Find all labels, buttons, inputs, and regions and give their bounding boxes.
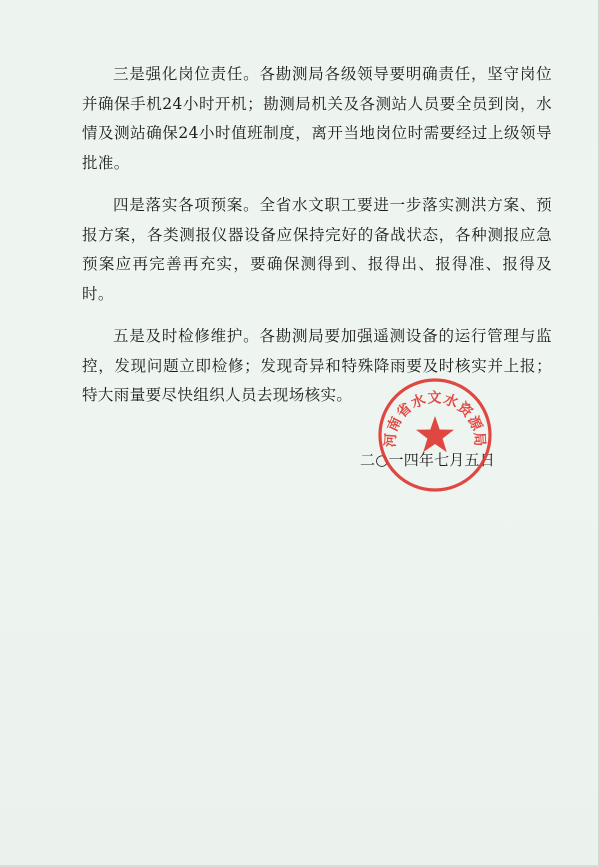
document-body bbox=[82, 60, 552, 424]
seal-graphic bbox=[376, 376, 494, 494]
official-seal bbox=[376, 376, 494, 494]
paragraph-maintenance: 五是及时检修维护。各勘测局要加强遥测设备的运行管理与监控，发现问题立即检修；发现奇异和特殊降雨要及时核实并上报；特大雨量要尽快组织人员去现场核实。 bbox=[82, 327, 552, 404]
star-icon bbox=[416, 416, 454, 452]
paragraph-contingency-plans: 四是落实各项预案。全省水文职工要进一步落实测洪方案、预报方案，各类测报仪器设备应保持完好的备战状态，各种测报应急预案应再完善再充实，要确保测得到、报得出、报得准、报得及时。 bbox=[82, 196, 552, 303]
document-date: 二○一四年七月五日 bbox=[360, 451, 495, 469]
seal-label: 河南省水文水资源局 bbox=[382, 390, 488, 448]
paragraph-responsibility: 三是强化岗位责任。各勘测局各级领导要明确责任，坚守岗位并确保手机24小时开机；勘测局机关及各测站人员要全员到岗，水情及测站确保24小时值班制度，离开当地岗位时需要经过上级领导批准。 bbox=[82, 65, 552, 172]
